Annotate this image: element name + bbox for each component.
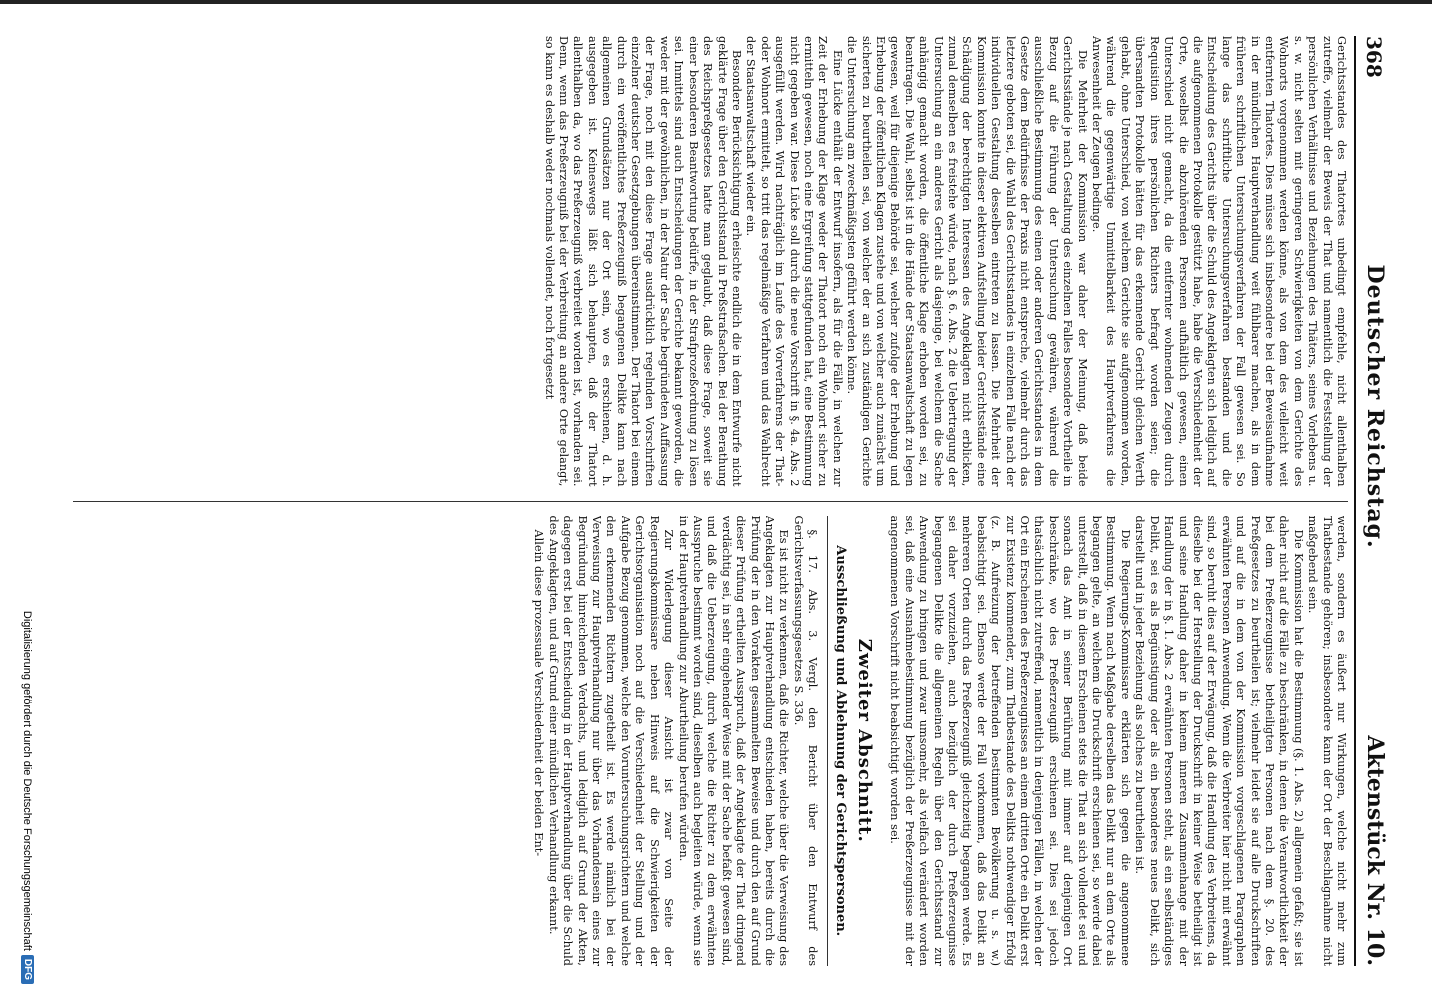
paragraph: §. 17. Abs. 3. Vergl. den Bericht über den Entwurf des Gerichtsverfassungsgesetzes S. 336. — [791, 515, 820, 966]
funding-note — [21, 611, 34, 984]
paragraph: Allein diese prozessuale Verschiedenheit der beiden Ent- — [532, 529, 546, 857]
paragraph: Die Regierungs-Kommissare erklärten sich gegen die angenommene Bestimmung. Wenn nach Maßgabe derselben das Delikt nur an dem Orte als begangen gelte, an welchem die Druckschrift erschienen sei, so werde dabei unterstellt, daß in diesem Erscheinen stets die That an sich vollendet sei und sonach das Amt in seiner Berührung mit immer auf denjenigen Ort beschränke, wo des Preßerzeugniß erschienen sei. Dies sei jedoch thatsächlich nicht zutreffend, namentlich in denjenigen Fällen, in welchen der Ort ein Erscheinen des Preßerzeugnisses an einem dritten Orte ein Delikt erst zur Existenz kommender, zum Thatbestande des Delikts nothwendiger Erfolg (z. B. Aufreizung der betreffenden bestimmten Bevölkerung u. s. w.) beabsichtigt sei. Ebenso werde der Fall vorkommen, daß das Delikt an mehreren Orten durch das Preßerzeugniß gleichzeitig begangen werde. Es sei daher vorzuziehen, auch bezüglich der durch Preßerzeugnisse begangenen Delikte die allgemeinen Regeln über den Gerichtsstand zur Anwendung zu bringen und zwar umsomehr, als vielfach verändert worden sei, daß eine Ausnahmebestimmung bezüglich der Preßerzeugnisse mit der angenommenen Vorschrift nicht beabsichtigt worden sei. — [888, 515, 1132, 966]
running-head — [1354, 36, 1396, 966]
paragraph: Zur Widerlegung dieser Ansicht ist zwar von Seite der Regierungskommissare neben Hinweis auf die Schwierigkeiten der Gerichtsorganisation noch auf die Verschiedenheit der Stellung und der Aufgabe Bezug genommen, welche den Voruntersuchungsrichtern und welche den erkennenden Richtern zugetheilt ist. Es werde nämlich bei der Verweisung zur Hauptverhandlung nur über das Vorhandensein eines zur Begründung hinreichenden Verdachts, und lediglich auf Grund der Akten, dagegen erst bei der Entscheidung in der Hauptverhandlung über die Schuld des Angeklagten, und auf Grund einer mündlichen Verhandlung erkannt. — [546, 515, 676, 966]
paragraph: Gerichtsstandes des Thatortes unbedingt empfehle, nicht allenthalben zutreffe, vielmehr der Beweis der That und namentlich die Feststellung der persönlichen Verhältnisse und Beziehungen des Thäters, seines Vorlebens u. s. w. nicht selten mit geringeren Schwierigkeiten von dem Gerichte des Wohnorts vorgenommen werden könne, als von dem des vielleicht weit entfernten Thatortes. Dies müsse sich insbesondere bei der Beweisaufnahme in der mündlichen Hauptverhandlung weit fühlbarer machen, als in dem früheren schriftlichen Untersuchungsverfahren der Fall gewesen sei. So lange das schriftliche Untersuchungsverfahren bestanden und die Entscheidung des Gerichts über die Schuld des Angeklagten sich lediglich auf die aufgenommenen Protokolle gestützt habe, habe die Verschiedenheit der Orte, woselbst die abzuhörenden Personen aufhältlich gewesen, einen Unterschied nicht gemacht, da die entfernter wohnenden Zeugen durch Requisition ihres persönlichen Richters befragt worden seien; die übersandten Protokolle hätten für das erkennende Gericht gleichen Werth gehabt, ohne Unterschied, von welchem Gerichte sie aufgenommen worden, während die gegenwärtige Unmittelbarkeit des Hauptverfahrens die Anwesenheit der Zeugen bedinge. — [1090, 36, 1348, 487]
paragraph: Eine Lücke enthält der Entwurf insofern, als für die Fälle, in welchen zur Zeit der Erhebung der Klage weder der Thatort noch ein Wohnort sicher zu ermitteln gewesen, noch eine Ergreifung stattgefunden hat, eine Bestimmung nicht gegeben war. Diese Lücke soll durch die neue Vorschrift in §. 4a. Abs. 2 ausgefüllt werden. Wird nachträglich im Laufe des Vorverfahrens der That- oder Wohnort ermittelt, so tritt das regelmäßige Verfahren und das Wahlrecht der Staatsanwaltschaft wieder ein. — [744, 36, 844, 487]
scan-edge — [0, 0, 1432, 4]
paragraph: Die Mehrheit der Kommission war daher der Meinung, daß beide Gerichtsstände je nach Gestaltung des einzelnen Falles besondere Vortheile in Bezug auf die Führung der Untersuchung gewähren, während die ausschließliche Bestimmung des einen oder anderen Gerichtsstandes in dem Gesetze dem Bedürfnisse der Praxis nicht entspreche, vielmehr durch das letztere geboten sei, die Wahl des Gerichtsstandes in einzelnen Falle nach der individuellen Gestaltung desselben eintreten zu lassen. Die Mehrheit der Kommission konnte in dieser elektiven Aufstellung beider Gerichtsstände eine Schädigung der berechtigten Interessen des Angeklagten nicht erblicken, zumal demselben es freistehe würde, nach §. 6. Abs. 2 die Uebertragung der Untersuchung an ein anderes Gericht als dasjenige, bei welchem die Sache anhängig gemacht worden, die öffentliche Klage erhoben worden sei, zu beantragen. Die Wahl, selbst ist in die Hände der Staatsanwaltschaft zu legen gewesen, weil für diejenige Behörde sei, welcher zufolge der Erhebung und Erhebung der öffentlichen Klagen zustehe und von welcher auch zunächst um sicherten zu beurtheilen sei, von welcher der an sich zuständigen Gerichte die Untersuchung am zweckmäßigsten geführt werden könne. — [845, 36, 1089, 487]
right-column — [73, 516, 1348, 967]
section-subheading: Ausschließung und Ablehnung der Gerichtspersonen. — [827, 516, 846, 967]
text-columns — [73, 36, 1348, 966]
funding-text: Digitalisierung gefördert durch die Deutsche Forschungsgemeinschaft — [21, 610, 34, 951]
document-number: Aktenstück Nr. 10. — [1362, 735, 1388, 966]
paragraph: werden, sondern es äußert nur Wirkungen, welche nicht mehr zum Thatbestande gehören; insbesondere kann der Ort der Beschlagnahme nicht maßgebend sein. — [1306, 515, 1348, 966]
page-number: 368 — [1362, 36, 1386, 78]
paragraph: Besondere Berücksichtigung erheischte endlich die in dem Entwurfe nicht geklärte Frage über den Gerichtsstand in Preßstrafsachen. Bei der Berathung des Reichspreßgesetzes hatte man geglaubt, daß diese Frage, soweit sie einer besonderen Beantwortung bedürfe, in der Strafprozeßordnung zu lösen sei. Inmittels sind auch Entscheidungen der Gerichte bekannt geworden, die weder mit der gewöhnlichen, in der Natur der Sache begründeten Auffassung der Frage, noch mit den diese Frage ausdrücklich regelnden Vorschriften einzelner deutscher Gesetzgebungen übereinstimmen. Der Thatort bei einem durch ein veröffentlichtes Preßerzeugniß begangenen Delikte kann nach allgemeinen Grundsätzen nur der Ort sein, wo es erschienen, d. h. ausgegeben ist. Keineswegs läßt sich behaupten, daß der Thatort allenthalben da, wo das Preßerzeugniß verbreitet worden ist, vorhanden sei. Denn, wenn das Preßerzeugniß bei der Verbreitung an andere Orte gelangt, so kann es deshalb weder nochmals vollendet, noch fortgesetzt — [542, 36, 743, 487]
left-column — [73, 36, 1348, 487]
page-title: Deutscher Reichstag. — [1362, 264, 1388, 549]
paragraph: Es ist nicht zu verkennen, daß die Richter, welche über die Verweisung des Angeklagten zur Hauptverhandlung entschieden haben, bereits durch die Prüfung der in den Vorakten gesammelten Beweise und durch den auf Grund dieser Prüfung ertheilten Ausspruch, daß der Angeklagte der That dringend verdächtig sei, in sehr eingehender Weise mit der Sache befaßt gewesen sind, und daß die Ueberzeugung, durch welche die Richter zu dem erwähnten Ausspruche bestimmt worden sind, dieselben auch begleiten würde, wenn sie in der Hauptverhandlung zur Aburtheilung berufen würden. — [676, 515, 791, 966]
dfg-logo: DFG — [21, 955, 34, 984]
page-content — [70, 36, 1410, 966]
section-heading: Zweiter Abschnitt. — [854, 638, 875, 843]
column-divider — [73, 501, 1348, 502]
paragraph: Die Kommission hat die Bestimmung (§. 1. Abs. 2) allgemein gefaßt; sie ist daher nicht auf die Fälle zu beschränken, in denen die Verantwortlichkeit der bei dem Preßerzeugnisse betheiligten Personen nach dem §. 20. des Preßgesetzes zu beurtheilen ist; vielmehr leidet sie auf alle Druckschriften und auf die in dem von der Kommission vorgeschlagenen Paragraphen erwähnten Personen Anwendung. Wenn die Verbreiter hier nicht mit erwähnt sind, so beruht dies auf der Erwägung, daß die Handlung des Verbreitens, da dieselbe bei der Herstellung der Druckschrift in keiner Weise betheiligt ist und seine Handlung daher in keinem inneren Zusammenhange mit der Handlung der in §. 1. Abs. 2 erwähnten Personen steht, als ein selbständiges Delikt, sei es als Begünstigung oder als ein besonderes neues Delikt, sich darstellt und in jeder Beziehung als solches zu beurtheilen ist. — [1133, 515, 1305, 966]
